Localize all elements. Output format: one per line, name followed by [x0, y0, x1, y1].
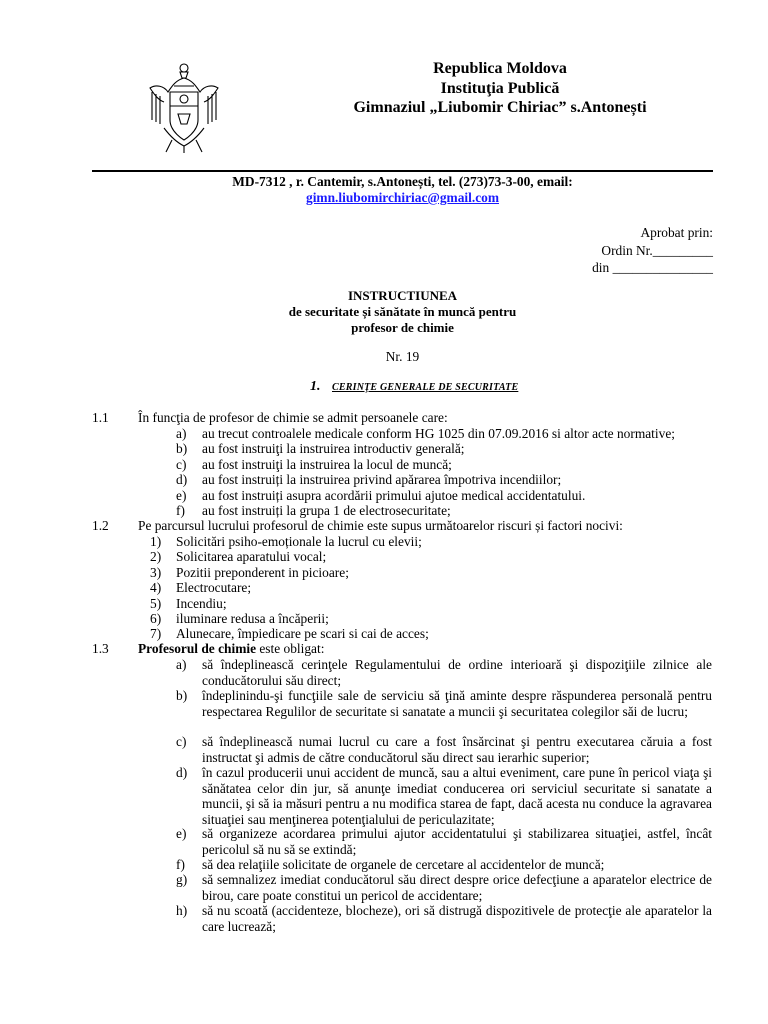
header-country: Republica Moldova — [433, 60, 567, 77]
list-item-label: b) — [176, 441, 188, 456]
list-item-label: f) — [176, 857, 185, 872]
document-subtitle: de securitate și sănătate în muncă pentru — [288, 304, 517, 319]
header-school: Gimnaziul „Liubomir Chiriac” s.Antonești — [353, 99, 647, 116]
approval-line-1: Aprobat prin: — [640, 225, 713, 240]
list-item: Electrocutare; — [176, 580, 252, 595]
list-item: Pozitii preponderent in picioare; — [176, 565, 349, 580]
list-item: au fost instruiți la instruirea privind apărarea împotriva incendiilor; — [202, 472, 562, 487]
list-item-label: 7) — [150, 626, 162, 641]
list-item-label: g) — [176, 872, 188, 887]
header-address: MD-7312 , r. Cantemir, s.Antonești, tel. (273)73-3-00, email: — [232, 174, 573, 189]
list-item-label: e) — [176, 488, 187, 503]
approval-line-2: Ordin Nr._________ — [601, 243, 713, 258]
document-subtitle-2: profesor de chimie — [351, 320, 454, 335]
list-item-label: d) — [176, 472, 188, 487]
list-item-label: 3) — [150, 565, 162, 580]
list-item: Incendiu; — [176, 596, 227, 611]
list-item-label: f) — [176, 503, 185, 518]
list-item-label: 2) — [150, 549, 162, 564]
list-item-label: c) — [176, 457, 187, 472]
paragraph-intro: Pe parcursul lucrului profesorul de chimie este supus următoarelor riscuri și factori nocivi: — [138, 518, 623, 533]
list-item-label: 1) — [150, 534, 162, 549]
list-item: îndeplinindu-şi funcţiile sale de serviciu să ţină aminte despre răspunderea personală pentru respectarea Regulilor de securitate si sanatate a muncii şi securitatea colegilor săi de lucru; — [202, 688, 712, 719]
approval-line-3: din _______________ — [592, 260, 713, 275]
section-title: CERINŢE GENERALE DE SECURITATE — [332, 382, 519, 393]
list-item: au fost instruiţi la instruirea la locul de muncă; — [202, 457, 452, 472]
list-item-label: c) — [176, 734, 187, 749]
list-item: au fost instruiţi la instruirea introductiv generală; — [202, 441, 465, 456]
list-item: iluminare redusa a încăperii; — [176, 611, 329, 626]
paragraph-intro: În funcţia de profesor de chimie se admit persoanele care: — [138, 410, 448, 425]
list-item-label: d) — [176, 765, 188, 780]
list-item-label: h) — [176, 903, 188, 918]
header-institution: Instituţia Publică — [440, 80, 560, 97]
paragraph-intro-rest: este obligat: — [256, 641, 325, 656]
list-item: au fost instruiți asupra acordării primului ajutoe medical accidentatului. — [202, 488, 586, 503]
list-item: Alunecare, împiedicare pe scari si cai de acces; — [176, 626, 429, 641]
list-item: au fost instruiți la grupa 1 de electrosecuritate; — [202, 503, 451, 518]
list-item-label: a) — [176, 426, 187, 441]
document-number: Nr. 19 — [385, 349, 420, 364]
paragraph-number: 1.3 — [92, 641, 109, 656]
list-item: Solicitarea aparatului vocal; — [176, 549, 327, 564]
list-item-label: b) — [176, 688, 188, 703]
coat-of-arms-icon — [146, 58, 222, 154]
list-item: să semnalizez imediat conducătorul său direct despre orice defecţiune a aparatelor electrice de birou, care poate constitui un pericol de accidentare; — [202, 872, 712, 903]
list-item-label: 5) — [150, 596, 162, 611]
list-item-label: a) — [176, 657, 187, 672]
list-item-label: e) — [176, 826, 187, 841]
list-item: să îndeplinească cerinţele Regulamentului de ordine interioară şi dispoziţiile zilnice ale conducătorului său direct; — [202, 657, 712, 688]
section-number: 1. — [310, 379, 321, 394]
email-link[interactable]: gimn.liubomirchiriac@gmail.com — [306, 190, 499, 205]
header-divider — [92, 170, 713, 172]
role-name: Profesorul de chimie — [138, 641, 257, 656]
list-item: să dea relaţiile solicitate de organele de cercetare al accidentelor de muncă; — [202, 857, 605, 872]
paragraph-number: 1.1 — [92, 410, 109, 425]
list-item: Solicitări psiho-emoționale la lucrul cu elevii; — [176, 534, 422, 549]
list-item-label: 4) — [150, 580, 162, 595]
list-item: au trecut controalele medicale conform HG 1025 din 07.09.2016 si altor acte normative; — [202, 426, 675, 441]
document-title: INSTRUCTIUNEA — [347, 288, 458, 303]
list-item-label: 6) — [150, 611, 162, 626]
list-item: în cazul producerii unui accident de muncă, sau a altui eveniment, care pune în pericol viaţa şi sănătatea celor din jur, să anunţe imediat conducerea ori serviciul securitate si sanatate a muncii, şi să ia măsuri pentru a nu modifica starea de fapt, dacă acesta nu conduce la agravarea situaţiei sau menţinerea potenţialului de periculazitate; — [202, 765, 712, 827]
list-item: să organizeze acordarea primului ajutor accidentatului şi stabilizarea situaţiei, astfel, încât pericolul să nu să se extindă; — [202, 826, 712, 857]
list-item: să nu scoată (accidenteze, blocheze), ori să distrugă dispozitivele de protecţie ale aparatelor la care lucrează; — [202, 903, 712, 934]
list-item: să îndeplinească numai lucrul cu care a fost însărcinat şi pentru executarea căruia a fost instructat şi admis de către conducătorul său direct sau ierarhic superior; — [202, 734, 712, 765]
paragraph-intro — [138, 641, 324, 657]
paragraph-number: 1.2 — [92, 518, 109, 533]
